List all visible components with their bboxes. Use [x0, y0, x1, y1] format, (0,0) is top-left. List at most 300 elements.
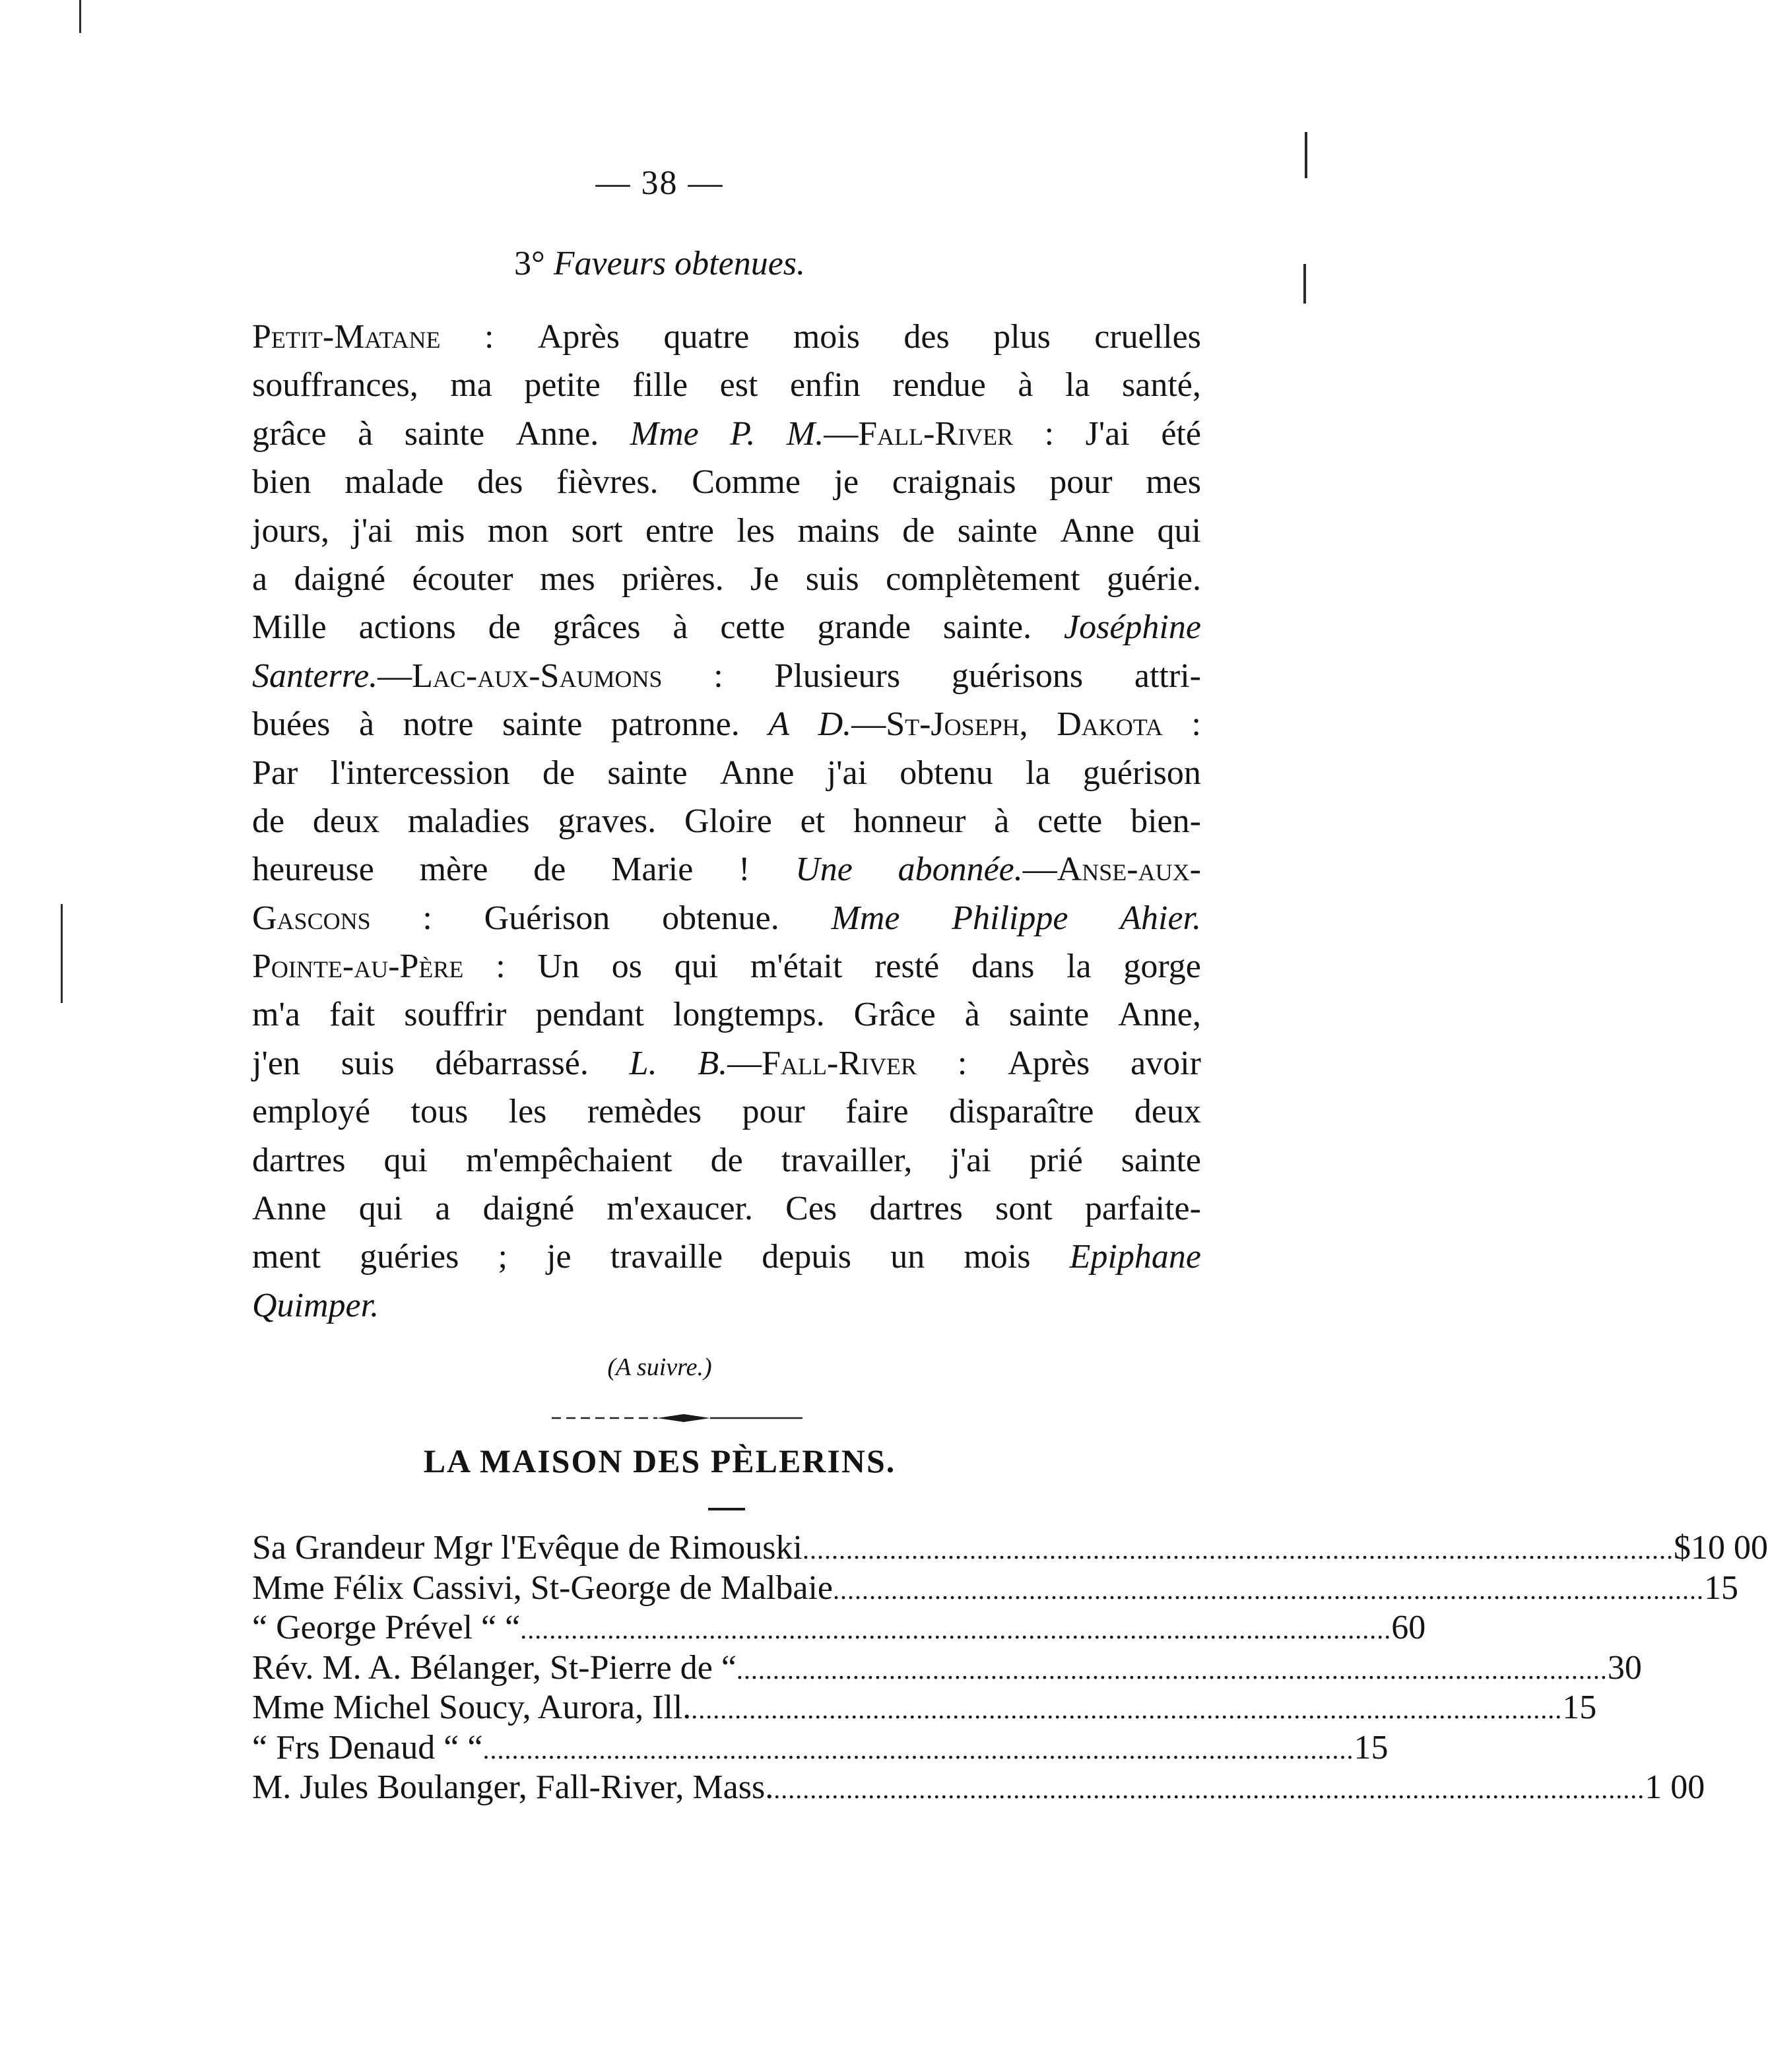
text: entre	[645, 511, 714, 550]
text: remèdes	[587, 1093, 702, 1131]
word	[994, 797, 1009, 845]
word	[1121, 1136, 1201, 1184]
word	[252, 507, 329, 555]
word	[252, 990, 300, 1039]
word	[352, 507, 392, 555]
word	[611, 845, 693, 893]
word	[572, 507, 623, 555]
place-name: Petit-Matane	[252, 318, 441, 356]
place-name: Pointe-au-Père	[252, 948, 464, 986]
text: Ces	[785, 1190, 837, 1228]
text: Par	[252, 754, 298, 792]
word	[971, 942, 1034, 990]
word	[252, 410, 327, 458]
word	[252, 313, 441, 361]
donation-row	[252, 1648, 1642, 1689]
text: est	[719, 366, 758, 405]
word	[344, 458, 443, 506]
text: :	[484, 318, 494, 356]
word	[252, 1039, 300, 1087]
text: disparaître	[948, 1093, 1094, 1131]
text: malade	[344, 463, 444, 502]
text: tous	[410, 1093, 469, 1131]
text: grâce	[252, 414, 327, 453]
word	[692, 458, 801, 506]
text: mes	[539, 560, 595, 598]
italic-text: Ahier.	[1120, 899, 1201, 937]
text-line	[252, 990, 1201, 1039]
word	[403, 700, 474, 748]
text: petite	[524, 366, 601, 405]
word	[632, 361, 688, 409]
text: bien-	[1130, 802, 1201, 840]
text-line	[252, 555, 1201, 603]
word	[645, 507, 714, 555]
text: cruelles	[1094, 318, 1201, 356]
text: souffrances,	[252, 366, 418, 405]
place-name: Fall-River	[858, 414, 1014, 453]
text: —	[727, 1044, 762, 1082]
donation-row	[252, 1728, 1389, 1768]
word	[546, 1233, 572, 1281]
word	[610, 1233, 723, 1281]
word	[360, 1233, 459, 1281]
text: :	[713, 657, 723, 695]
word	[252, 603, 327, 651]
italic-text: Une	[795, 851, 853, 889]
italic-text: Mme	[630, 414, 699, 453]
donation-amount: 1 00	[1645, 1768, 1705, 1806]
text: patronne.	[610, 705, 740, 744]
donation-row	[252, 1688, 1597, 1728]
text: pour	[742, 1093, 805, 1131]
text: ;	[498, 1238, 507, 1276]
text: de	[252, 802, 285, 840]
text: j'ai	[950, 1141, 991, 1179]
text: je	[834, 463, 859, 502]
word	[359, 700, 374, 748]
word	[737, 507, 775, 555]
word	[742, 1087, 805, 1136]
word	[252, 894, 371, 942]
text: à	[358, 414, 374, 453]
word	[607, 749, 687, 797]
word	[711, 1136, 743, 1184]
word	[793, 313, 860, 361]
text: santé,	[1122, 366, 1201, 405]
text: Anne,	[1118, 996, 1201, 1034]
section-number: 3°	[513, 245, 545, 282]
word	[1070, 1233, 1201, 1281]
word	[750, 555, 779, 603]
text: actions	[358, 608, 456, 647]
word	[1134, 1087, 1201, 1136]
text: ma	[450, 366, 492, 405]
text: Marie	[611, 851, 694, 889]
text: suis	[341, 1044, 395, 1082]
text: Guérison	[484, 899, 610, 937]
text: cette	[1037, 802, 1103, 840]
word	[420, 845, 488, 893]
donation-amount: 30	[1607, 1648, 1642, 1687]
word	[768, 700, 789, 748]
word	[252, 1136, 345, 1184]
text: suis	[805, 560, 859, 598]
word	[252, 797, 284, 845]
text: m'était	[750, 948, 843, 986]
text: sont	[995, 1190, 1053, 1228]
word	[533, 845, 566, 893]
text: deux	[1134, 1093, 1201, 1131]
text-line	[252, 313, 1201, 361]
text: plus	[993, 318, 1051, 356]
text: prières.	[622, 560, 724, 598]
word	[1018, 361, 1033, 409]
italic-text: M.	[786, 414, 824, 453]
text: guéries	[360, 1238, 459, 1276]
donation-amount: 15	[1354, 1728, 1389, 1766]
word	[1037, 797, 1102, 845]
text: fille	[632, 366, 688, 405]
word	[1123, 942, 1200, 990]
text: :	[422, 899, 432, 937]
donation-row	[252, 1768, 1705, 1808]
text-line	[252, 1281, 1201, 1330]
word	[720, 361, 758, 409]
text: attri-	[1134, 657, 1201, 695]
word	[542, 749, 575, 797]
text: de	[533, 851, 566, 889]
text-line	[252, 700, 1201, 748]
text: Anne.	[515, 414, 599, 453]
text: j'ai	[826, 754, 868, 792]
text-line	[252, 507, 1201, 555]
text: mois	[793, 318, 860, 356]
word	[553, 603, 641, 651]
text: craignais	[892, 463, 1016, 502]
word	[252, 1087, 370, 1136]
word	[995, 1184, 1053, 1233]
text: ment	[252, 1238, 321, 1276]
dot-leaders: ........................................................................................................................	[833, 1574, 1705, 1605]
text: enfin	[789, 366, 861, 405]
text: cette	[720, 608, 785, 647]
margin-mark	[61, 904, 63, 1003]
text: sainte	[1008, 996, 1090, 1034]
text: qui	[358, 1190, 403, 1228]
word	[483, 1184, 575, 1233]
text: resté	[874, 948, 940, 986]
word	[313, 797, 379, 845]
word	[404, 990, 506, 1039]
text: Comme	[692, 463, 801, 502]
word	[502, 700, 582, 748]
place-name: St-Joseph,	[886, 705, 1028, 744]
word	[720, 749, 795, 797]
word	[1107, 555, 1201, 603]
word	[818, 700, 1028, 748]
word	[252, 1281, 379, 1330]
text: longtemps.	[672, 996, 825, 1034]
word	[965, 990, 980, 1039]
text: et	[800, 802, 826, 840]
word	[556, 458, 658, 506]
ornamental-divider	[552, 1408, 802, 1428]
text: j'ai	[352, 511, 393, 550]
word	[1085, 1184, 1201, 1233]
italic-text: Mme	[831, 899, 900, 937]
word	[903, 313, 949, 361]
title-rule	[708, 1508, 745, 1510]
word	[853, 797, 966, 845]
word	[684, 797, 772, 845]
word	[537, 942, 579, 990]
donor-name: Mme Félix Cassivi, St-George de Malbaie	[252, 1569, 834, 1607]
text: graves.	[558, 802, 657, 840]
place-name: Fall-River	[762, 1044, 917, 1082]
word	[774, 652, 900, 700]
place-name: Anse-aux-	[1057, 851, 1201, 889]
margin-mark	[1305, 132, 1307, 178]
text: Un	[537, 948, 579, 986]
italic-text: Epiphane	[1069, 1238, 1201, 1276]
text: mère	[419, 851, 488, 889]
word	[1161, 410, 1201, 458]
word	[898, 845, 1201, 893]
word	[415, 507, 465, 555]
text: m'empêchaient	[466, 1141, 672, 1179]
dot-leaders: ........................................................................................................................	[520, 1615, 1392, 1644]
word	[958, 507, 1037, 555]
text: qui	[383, 1141, 428, 1179]
place-name: Dakota	[1057, 705, 1163, 744]
text: de	[542, 754, 575, 792]
text: travailler,	[781, 1141, 913, 1179]
word	[405, 410, 484, 458]
to-be-continued-note: (A suivre.)	[607, 1353, 712, 1381]
word	[341, 1039, 395, 1087]
text: Après	[1008, 1044, 1090, 1082]
word	[1130, 797, 1201, 845]
text: qui	[1157, 511, 1201, 550]
text: Anne	[719, 754, 795, 792]
word	[622, 555, 723, 603]
text: qui	[674, 948, 719, 986]
text: daigné	[482, 1190, 575, 1228]
word	[252, 1233, 321, 1281]
word	[673, 990, 825, 1039]
text: à	[964, 996, 980, 1034]
word	[435, 1039, 588, 1087]
text-line	[252, 1039, 1201, 1087]
text: mes	[1146, 463, 1201, 502]
text: Anne	[252, 1190, 327, 1228]
text: prié	[1029, 1141, 1083, 1179]
word	[252, 555, 267, 603]
word	[498, 1233, 507, 1281]
text: heureuse	[252, 851, 374, 889]
donation-row	[252, 1528, 1768, 1569]
text: sainte	[1121, 1141, 1201, 1179]
word	[790, 361, 861, 409]
word	[738, 845, 750, 893]
word	[834, 458, 859, 506]
word	[540, 555, 595, 603]
text: complètement	[886, 560, 1080, 598]
text: Gloire	[684, 802, 772, 840]
word	[1118, 990, 1201, 1039]
word	[488, 603, 521, 651]
word	[674, 942, 718, 990]
text-line	[252, 1184, 1201, 1233]
word	[488, 507, 548, 555]
text: à	[358, 705, 375, 744]
italic-text: P.	[730, 414, 756, 453]
text: deux	[312, 802, 379, 840]
place-name: Gascons	[252, 899, 371, 937]
text: pour	[1049, 463, 1113, 502]
word	[1045, 410, 1054, 458]
text: de	[902, 511, 935, 550]
word	[1026, 749, 1051, 797]
word	[892, 361, 985, 409]
italic-text: D.	[818, 705, 852, 744]
word	[949, 1087, 1094, 1136]
text: sainte	[502, 705, 583, 744]
text: la	[1066, 948, 1092, 986]
dot-leaders: ........................................................................................................................	[802, 1535, 1674, 1565]
word	[329, 990, 375, 1039]
donation-amount: $10 00	[1673, 1529, 1768, 1567]
word	[817, 603, 910, 651]
text: quatre	[663, 318, 750, 356]
donation-row	[252, 1608, 1426, 1648]
word	[359, 603, 456, 651]
word	[450, 361, 492, 409]
word	[713, 652, 723, 700]
word	[1122, 361, 1201, 409]
word	[384, 1136, 428, 1184]
text-line	[252, 942, 1201, 990]
word	[294, 555, 386, 603]
word	[1120, 894, 1201, 942]
text: —	[1022, 851, 1057, 889]
italic-text: abonnée.	[898, 851, 1023, 889]
text: guérie.	[1107, 560, 1201, 598]
text-line	[252, 1136, 1201, 1184]
word	[781, 1136, 913, 1184]
text: guérisons	[951, 657, 1084, 695]
word	[252, 361, 418, 409]
word	[785, 1184, 837, 1233]
text: —	[824, 414, 859, 453]
word	[587, 1087, 702, 1136]
text: à	[994, 802, 1010, 840]
text: Après	[537, 318, 620, 356]
italic-text: Quimper.	[252, 1286, 379, 1324]
text: guérison	[1082, 754, 1201, 792]
text-line	[252, 603, 1201, 651]
text: notre	[403, 705, 474, 744]
text: os	[611, 948, 642, 986]
text: a	[435, 1190, 451, 1228]
word	[890, 1233, 925, 1281]
word	[558, 797, 656, 845]
italic-text: L.	[629, 1044, 657, 1082]
word	[698, 1039, 917, 1087]
italic-text: A	[768, 705, 790, 744]
text: sainte	[404, 414, 485, 453]
section-title: Faveurs obtenues.	[553, 245, 806, 282]
word	[331, 749, 510, 797]
word	[630, 1039, 657, 1087]
donor-name: Sa Grandeur Mgr l'Evêque de Rimouski	[252, 1529, 802, 1567]
word	[1008, 1039, 1090, 1087]
text: Anne	[1060, 511, 1135, 550]
text: J'ai	[1085, 414, 1130, 453]
donor-name: Rév. M. A. Bélanger, St-Pierre de “	[252, 1648, 737, 1687]
italic-text: B.	[698, 1044, 728, 1082]
word	[1134, 652, 1201, 700]
word	[252, 700, 330, 748]
word	[950, 1136, 991, 1184]
place-name: Lac-aux-Saumons	[412, 657, 663, 695]
donor-name: “ Frs Denaud “ “	[252, 1728, 483, 1766]
text: mis	[415, 511, 465, 550]
text: buées	[252, 705, 331, 744]
word	[1060, 507, 1134, 555]
text: Mille	[252, 608, 327, 647]
text: m'a	[252, 996, 300, 1034]
word	[869, 1184, 962, 1233]
text-line	[252, 410, 1201, 458]
donor-name: M. Jules Boulanger, Fall-River, Mass.	[252, 1768, 774, 1806]
text: des	[477, 463, 523, 502]
word	[524, 361, 601, 409]
text: maladies	[407, 802, 530, 840]
text: rendue	[892, 366, 986, 405]
text-line	[252, 361, 1201, 409]
text: mon	[487, 511, 549, 550]
page-number: — 38 —	[595, 164, 724, 202]
text: souffrir	[404, 996, 507, 1034]
text: je	[546, 1238, 572, 1276]
word	[1057, 700, 1163, 748]
donations-list	[252, 1528, 1768, 1808]
word	[252, 749, 298, 797]
word	[787, 410, 1013, 458]
text-line	[252, 845, 1201, 893]
section-heading	[0, 244, 1319, 283]
text: de	[488, 608, 521, 647]
text: dartres	[869, 1190, 963, 1228]
word	[958, 1039, 967, 1087]
text: été	[1161, 414, 1201, 453]
dot-leaders: ........................................................................................................................	[773, 1774, 1645, 1804]
word	[252, 458, 311, 506]
text: :	[1191, 705, 1201, 744]
text: faire	[845, 1093, 909, 1131]
word	[720, 603, 785, 651]
text-line	[252, 1087, 1201, 1136]
text: parfaite-	[1084, 1190, 1201, 1228]
word	[1083, 749, 1201, 797]
text: !	[738, 851, 750, 889]
word	[1064, 603, 1201, 651]
word	[477, 458, 523, 506]
word	[606, 1184, 753, 1233]
word	[422, 894, 432, 942]
